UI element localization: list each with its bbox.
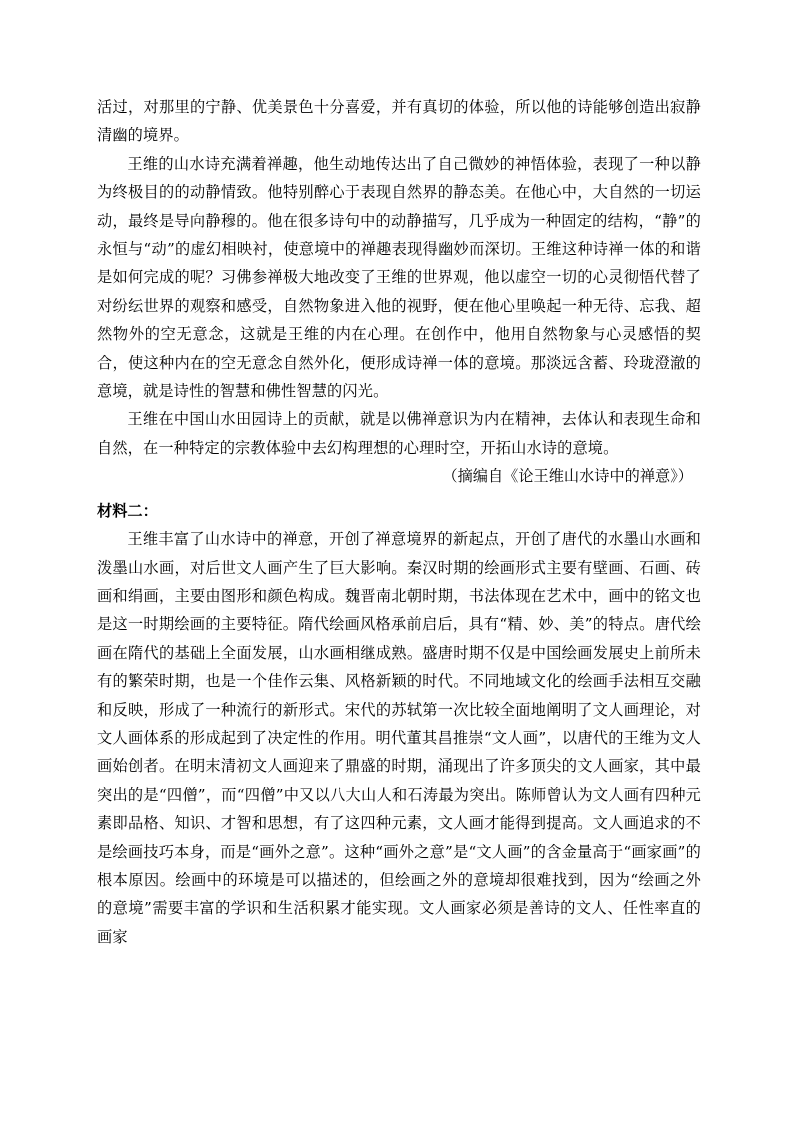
section-heading-material-two: 材料二： [97, 501, 158, 520]
paragraph-zen-interest: 王维的山水诗充满着禅趣，他生动地传达出了自己微妙的神悟体验，表现了一种以静为终极目的的动静情致。他特别醉心于表现自然界的静态美。在他心中，大自然的一切运动，最终是导向静穆的。他在很多诗句中的动静描写，几乎成为一种固定的结构，“静”的永恒与“动”的虚幻相映衬，使意境中的禅趣表现得幽妙而深切。王维这种诗禅一体的和谐是如何完成的呢？习佛参禅极大地改变了王维的世界观，他以虚空一切的心灵彻悟代替了对纷纭世界的观察和感受，自然物象进入他的视野，便在他心里唤起一种无待、忘我、超然物外的空无意念，这就是王维的内在心理。在创作中，他用自然物象与心灵感悟的契合，使这种内在的空无意念自然外化，便形成诗禅一体的意境。那淡远含蓄、玲珑澄澈的意境，就是诗性的智慧和佛性智慧的闪光。 [97, 154, 701, 401]
paragraph-contribution: 王维在中国山水田园诗上的贡献，就是以佛禅意识为内在精神，去体认和表现生命和自然，在一种特定的宗教体验中去幻构理想的心理时空，开拓山水诗的意境。 [97, 410, 701, 457]
paragraph-literati-painting: 王维丰富了山水诗中的禅意，开创了禅意境界的新起点，开创了唐代的水墨山水画和泼墨山水画，对后世文人画产生了巨大影响。秦汉时期的绘画形式主要有壁画、石画、砖画和绢画，主要由图形和颜色构成。魏晋南北朝时期，书法体现在艺术中，画中的铭文也是这一时期绘画的主要特征。隋代绘画风格承前启后，具有“精、妙、美”的特点。唐代绘画在隋代的基础上全面发展，山水画相继成熟。盛唐时期不仅是中国绘画发展史上前所未有的繁荣时期，也是一个佳作云集、风格新颖的时代。不同地域文化的绘画手法相互交融和反映，形成了一种流行的新形式。宋代的苏轼第一次比较全面地阐明了文人画理论，对文人画体系的形成起到了决定性的作用。明代董其昌推崇“文人画”，以唐代的王维为文人画始创者。在明末清初文人画迎来了鼎盛的时期，涌现出了许多顶尖的文人画家，其中最突出的是“四僧”，而“四僧”中又以八大山人和石涛最为突出。陈师曾认为文人画有四种元素即品格、知识、才智和思想，有了这四种元素，文人画才能得到提高。文人画追求的不是绘画技巧本身，而是“画外之意”。这种“画外之意”是“文人画”的含金量高于“画家画”的根本原因。绘画中的环境是可以描述的，但绘画之外的意境却很难找到，因为“绘画之外的意境”需要丰富的学识和生活积累才能实现。文人画家必须是善诗的文人、任性率直的画家 [97, 530, 701, 946]
paragraph-continuation: 活过，对那里的宁静、优美景色十分喜爱，并有真切的体验，所以他的诗能够创造出寂静清幽的境界。 [97, 98, 701, 145]
source-citation: （摘编自《论王维山水诗中的禅意》） [442, 467, 693, 486]
document-page [97, 93, 701, 951]
